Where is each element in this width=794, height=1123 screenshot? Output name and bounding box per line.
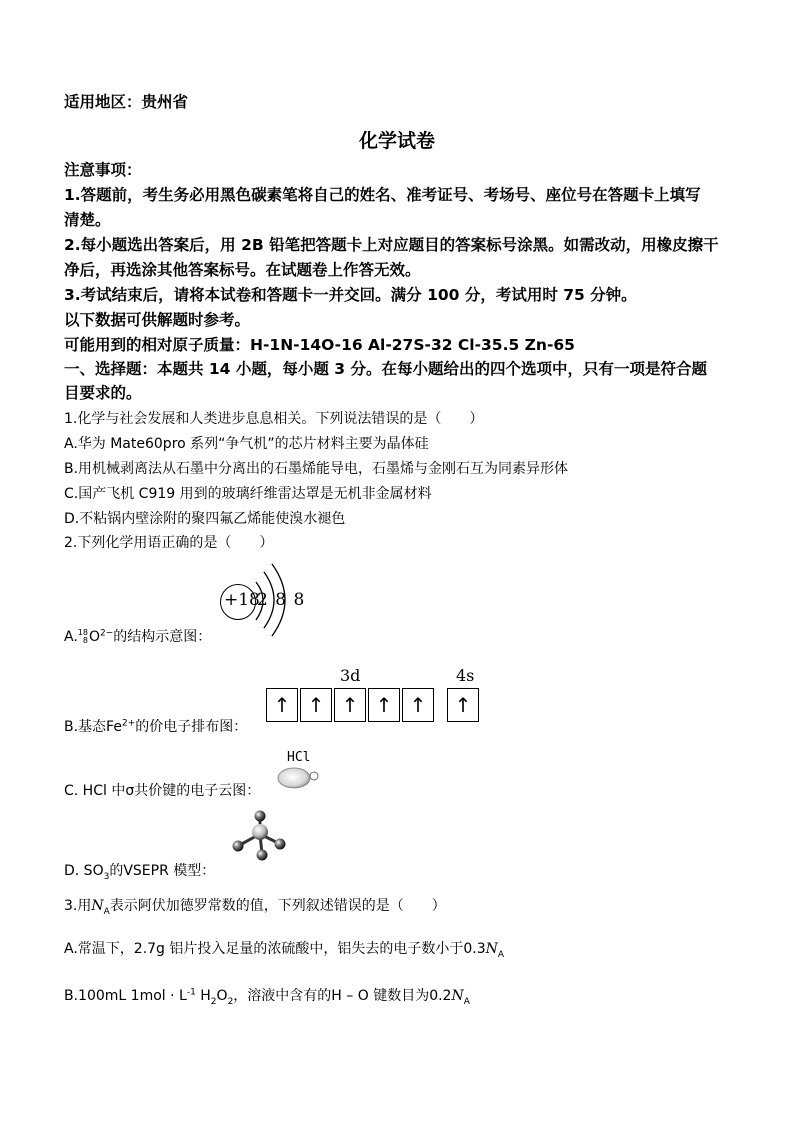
- q2-option-c: C. HCl 中σ共价键的电子云图：: [64, 783, 261, 799]
- atomic-mass-line: 可能用到的相对原子质量：H-1N-14O-16 Al-27S-32 Cl-35.5 Zn-65: [64, 336, 575, 354]
- q1-stem: 1.化学与社会发展和人类进步息息相关。下列说法错误的是（ ）: [64, 411, 484, 427]
- note-2-line-1: 2.每小题选出答案后，用 2B 铅笔把答题卡上对应题目的答案标号涂黑。如需改动，用橡皮擦干: [64, 236, 719, 254]
- section-heading-line-2: 目要求的。: [64, 384, 142, 402]
- notes-heading: 注意事项：: [64, 161, 142, 179]
- atomic-number: 8: [82, 636, 88, 645]
- orbital-3d-boxes: [266, 688, 438, 722]
- note-1-line-1: 1.答题前，考生务必用黑色碳素笔将自己的姓名、准考证号、考场号、座位号在答题卡上填写: [64, 186, 701, 204]
- q3-stem: 3.用$N_A$表示阿伏加德罗常数的值，下列叙述错误的是（ ）: [64, 898, 446, 917]
- q2-option-a: A. 18 8 $O^{2-}$的结构示意图：: [64, 628, 212, 645]
- q2-option-d: D. $SO_3$的VSEPR 模型：: [64, 863, 216, 882]
- q3-option-b: B.100mL $1mol \cdot L^{-1}$ $H_2O_2$，溶液中含有的H – O 键数目为$0.2N_A$: [64, 987, 470, 1007]
- q1-option-d: D.不粘锅内壁涂附的聚四氟乙烯能使溴水褪色: [64, 511, 346, 527]
- note-2-line-2: 净后，再选涂其他答案标号。在试题卷上作答无效。: [64, 261, 421, 279]
- orbital-box: ↑: [447, 688, 479, 722]
- orbital-4s-box: [447, 688, 481, 722]
- region-label: 适用地区：贵州省: [64, 93, 189, 111]
- label-3d: 3d: [340, 666, 361, 685]
- vsepr-model-image: [228, 808, 290, 864]
- nucleus-charge: +18: [224, 590, 260, 610]
- ion-charge: 2−: [100, 628, 114, 639]
- q1-option-b: B.用机械剥离法从石墨中分离出的石墨烯能导电，石墨烯与金刚石互为同素异形体: [64, 461, 569, 477]
- section-heading-line-1: 一、选择题：本题共 14 小题，每小题 3 分。在每小题给出的四个选项中，只有一项是符合题: [64, 360, 707, 378]
- orbital-box: ↑: [402, 688, 434, 722]
- q2-option-b: B.基态$Fe^{2+}$的价电子排布图：: [64, 718, 248, 735]
- orbital-box: ↑: [300, 688, 332, 722]
- shell-arcs: [218, 560, 308, 638]
- page-title: 化学试卷: [358, 130, 435, 152]
- hcl-caption: HCl: [287, 750, 311, 765]
- oxygen-structure-diagram: [218, 560, 308, 638]
- orbital-box: ↑: [334, 688, 366, 722]
- mass-number: 18: [77, 628, 88, 637]
- orbital-box: ↑: [266, 688, 298, 722]
- electron-cloud-image: [274, 765, 324, 791]
- electron-shells: 2 8 8: [257, 590, 306, 610]
- note-1-line-2: 清楚。: [64, 211, 111, 229]
- q1-option-c: C.国产飞机 C919 用到的玻璃纤维雷达罩是无机非金属材料: [64, 486, 432, 502]
- reference-data-line: 以下数据可供解题时参考。: [64, 311, 251, 329]
- note-3: 3.考试结束后，请将本试卷和答题卡一并交回。满分 100 分，考试用时 75 分钟。: [64, 286, 637, 304]
- q1-option-a: A.华为 Mate60pro 系列“争气机”的芯片材料主要为晶体硅: [64, 436, 429, 452]
- q2-stem: 2.下列化学用语正确的是（ ）: [64, 535, 274, 551]
- q3-option-a: A.常温下，2.7g 铝片投入足量的浓硫酸中，铝失去的电子数小于$0.3N_A$: [64, 941, 505, 960]
- orbital-box: ↑: [368, 688, 400, 722]
- label-4s: 4s: [456, 666, 475, 685]
